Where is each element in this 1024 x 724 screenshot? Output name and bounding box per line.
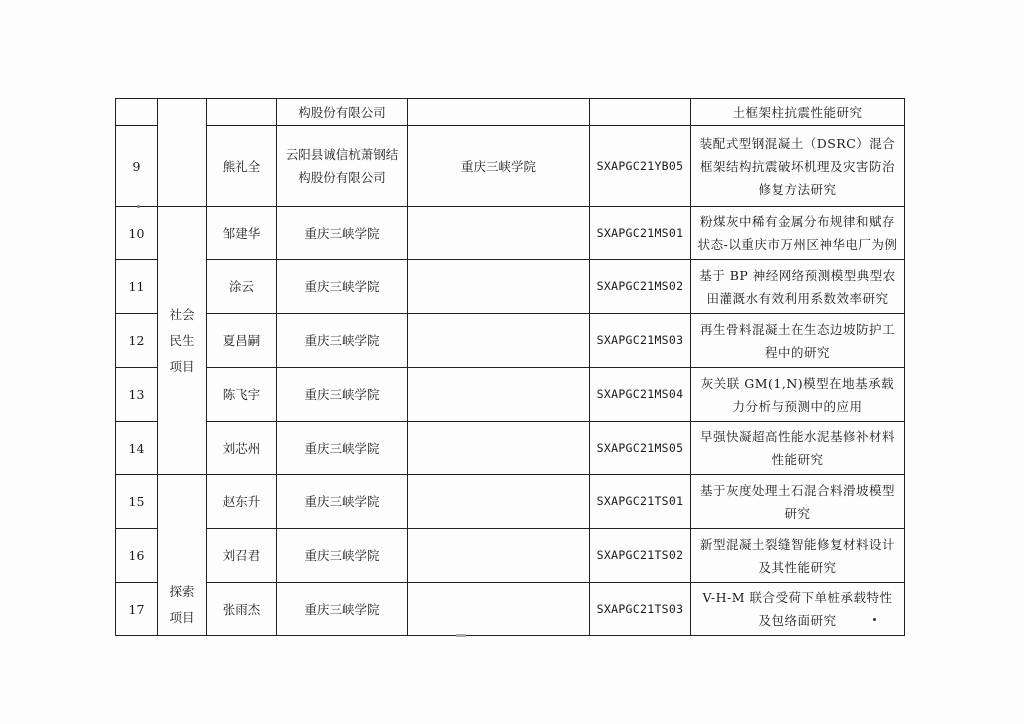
lead-organization: 重庆三峡学院 bbox=[277, 314, 408, 368]
project-leader: 熊礼全 bbox=[207, 126, 277, 207]
project-topic: 灰关联 GM(1,N)模型在地基承载力分析与预测中的应用 bbox=[691, 368, 905, 422]
lead-organization: 重庆三峡学院 bbox=[277, 422, 408, 475]
partner-organization bbox=[408, 368, 590, 422]
project-topic: 再生骨料混凝土在生态边坡防护工程中的研究 bbox=[691, 314, 905, 368]
lead-organization: 重庆三峡学院 bbox=[277, 583, 408, 636]
partner-organization: 重庆三峡学院 bbox=[408, 126, 590, 207]
table-row bbox=[116, 583, 905, 636]
lead-organization: 重庆三峡学院 bbox=[277, 260, 408, 314]
project-code: SXAPGC21MS04 bbox=[590, 368, 691, 422]
category-cell-empty bbox=[158, 99, 207, 207]
project-code: SXAPGC21MS02 bbox=[590, 260, 691, 314]
lead-organization: 重庆三峡学院 bbox=[277, 529, 408, 583]
table-row bbox=[116, 99, 905, 126]
category-cell-explore bbox=[158, 475, 207, 636]
project-leader: 刘召君 bbox=[207, 529, 277, 583]
partner-organization bbox=[408, 99, 590, 126]
lead-organization: 重庆三峡学院 bbox=[277, 207, 408, 260]
project-topic: 装配式型钢混凝土（DSRC）混合框架结构抗震破坏机理及灾害防治修复方法研究 bbox=[691, 126, 905, 207]
project-topic: 粉煤灰中稀有金属分布规律和赋存状态-以重庆市万州区神华电厂为例 bbox=[691, 207, 905, 260]
project-code: SXAPGC21TS03 bbox=[590, 583, 691, 636]
row-number: 15 bbox=[116, 475, 158, 529]
project-leader: 张雨杰 bbox=[207, 583, 277, 636]
table-row bbox=[116, 314, 905, 368]
project-leader: 涂云 bbox=[207, 260, 277, 314]
table-row bbox=[116, 260, 905, 314]
table-row bbox=[116, 368, 905, 422]
table-row bbox=[116, 529, 905, 583]
partner-organization bbox=[408, 529, 590, 583]
project-leader: 赵东升 bbox=[207, 475, 277, 529]
partner-organization bbox=[408, 260, 590, 314]
table-row bbox=[116, 126, 905, 207]
project-code: SXAPGC21YB05 bbox=[590, 126, 691, 207]
project-code: SXAPGC21MS01 bbox=[590, 207, 691, 260]
scan-speck bbox=[456, 634, 466, 637]
lead-organization: 重庆三峡学院 bbox=[277, 475, 408, 529]
lead-organization: 云阳县诚信杭萧钢结构股份有限公司 bbox=[277, 126, 408, 207]
project-topic: 基于 BP 神经网络预测模型典型农田灌溉水有效利用系数效率研究 bbox=[691, 260, 905, 314]
scan-speck bbox=[137, 205, 140, 208]
project-topic: 土框架柱抗震性能研究 bbox=[691, 99, 905, 126]
project-code: SXAPGC21TS01 bbox=[590, 475, 691, 529]
project-code: SXAPGC21TS02 bbox=[590, 529, 691, 583]
project-table bbox=[115, 98, 905, 636]
table-row bbox=[116, 422, 905, 475]
category-label: 社会民生项目 bbox=[169, 306, 195, 374]
project-leader: 夏昌嗣 bbox=[207, 314, 277, 368]
row-number: 10 bbox=[116, 207, 158, 260]
partner-organization bbox=[408, 207, 590, 260]
row-number: 14 bbox=[116, 422, 158, 475]
row-number: 16 bbox=[116, 529, 158, 583]
project-topic: 新型混凝土裂缝智能修复材料设计及其性能研究 bbox=[691, 529, 905, 583]
scan-speck bbox=[873, 618, 876, 621]
project-leader bbox=[207, 99, 277, 126]
partner-organization bbox=[408, 314, 590, 368]
row-number: 13 bbox=[116, 368, 158, 422]
table-row bbox=[116, 207, 905, 260]
project-leader: 刘芯州 bbox=[207, 422, 277, 475]
project-leader: 陈飞宇 bbox=[207, 368, 277, 422]
project-code bbox=[590, 99, 691, 126]
partner-organization bbox=[408, 475, 590, 529]
row-number: 11 bbox=[116, 260, 158, 314]
row-number: 17 bbox=[116, 583, 158, 636]
row-number bbox=[116, 99, 158, 126]
table-row bbox=[116, 475, 905, 529]
lead-organization: 重庆三峡学院 bbox=[277, 368, 408, 422]
category-cell-social bbox=[158, 207, 207, 475]
project-code: SXAPGC21MS03 bbox=[590, 314, 691, 368]
lead-organization: 构股份有限公司 bbox=[277, 99, 408, 126]
project-topic: 早强快凝超高性能水泥基修补材料性能研究 bbox=[691, 422, 905, 475]
partner-organization bbox=[408, 583, 590, 636]
project-leader: 邹建华 bbox=[207, 207, 277, 260]
row-number: 9 bbox=[116, 126, 158, 207]
category-label: 探索项目 bbox=[169, 584, 195, 625]
partner-organization bbox=[408, 422, 590, 475]
row-number: 12 bbox=[116, 314, 158, 368]
project-code: SXAPGC21MS05 bbox=[590, 422, 691, 475]
project-topic: 基于灰度处理土石混合料滑坡模型研究 bbox=[691, 475, 905, 529]
project-topic: V-H-M 联合受荷下单桩承载特性及包络面研究 bbox=[691, 583, 905, 636]
